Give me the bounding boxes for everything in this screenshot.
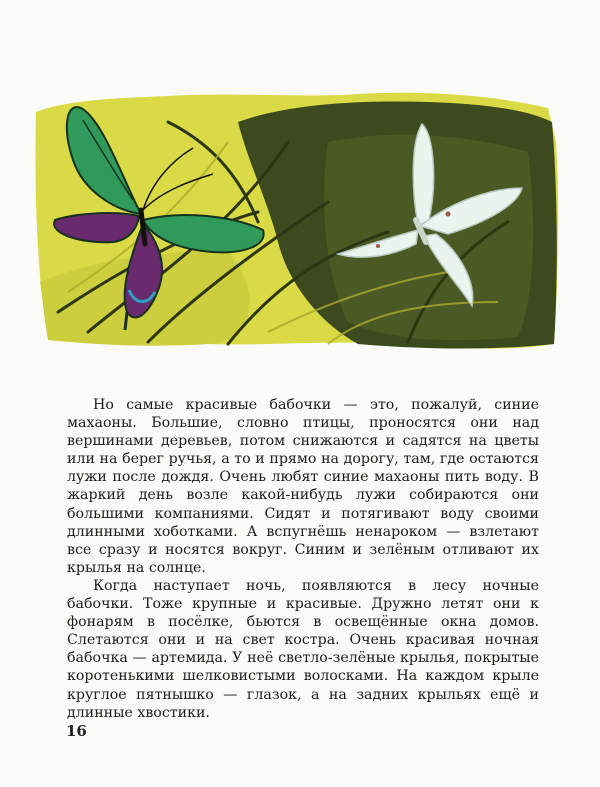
article-text [67, 396, 539, 722]
page-number: 16 [66, 722, 87, 740]
paragraph-2: Когда наступает ночь, появляются в лесу ночные бабочки. Тоже крупные и красивые. Дружно летят они к фонарям в посёлке, бьются в освещённые окна домов. Слетаются они и на свет костра. Очень красивая ночная бабочка — артемида. У неё светло-зелёные крылья, покрытые коротенькими шелковистыми волосками. На каждом крыле круглое пятнышко — глазок, а на задних крыльях ещё и длинные хвостики. [67, 577, 539, 721]
butterflies-illustration [28, 82, 568, 374]
paragraph-1: Но самые красивые бабочки — это, пожалуй, синие махаоны. Большие, словно птицы, проносятся они над вершинами деревьев, потом снижаются и садятся на цветы или на берег ручья, а то и прямо на дорогу, там, где остаются лужи после дождя. Очень любят синие махаоны пить воду. В жаркий день возле какой-нибудь лужи собираются они большими компаниями. Сидят и потягивают воду своими длинными хоботками. А вспугнёшь ненароком — взлетают все сразу и носятся вокруг. Синим и зелёным отливают их крылья на солнце. [67, 397, 539, 576]
